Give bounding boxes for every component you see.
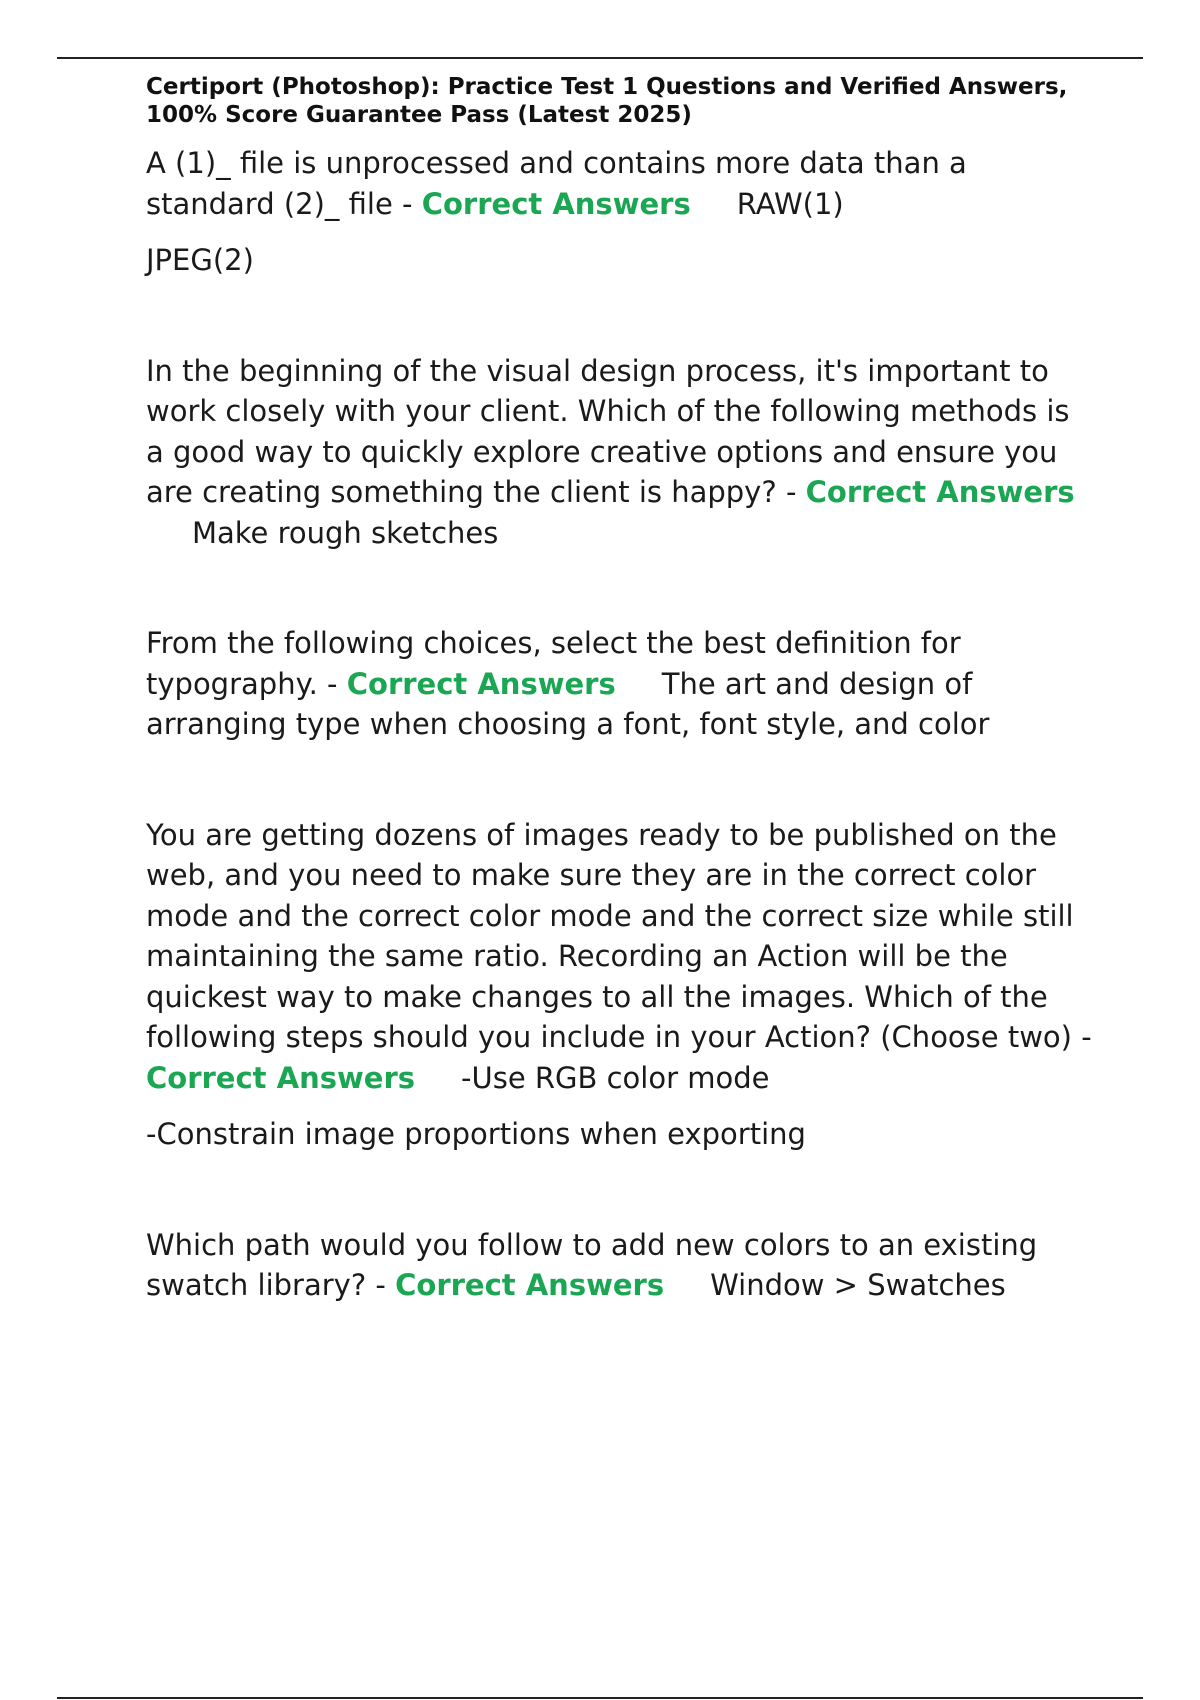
question-text: You are getting dozens of images ready to be published on the web, and you need to make sure they are in the correct color mode and the correct color mode and the correct size while still maintaining the same ratio. Recording an Action will be the quickest way to make changes to all the images. Which of the following steps should you include in your Action? (Choose two) -	[146, 817, 1092, 1054]
answer-text: RAW(1)	[736, 186, 844, 221]
top-rule	[57, 57, 1143, 59]
qa-question	[146, 143, 1096, 224]
qa-item	[146, 351, 1096, 554]
qa-question	[146, 1225, 1096, 1306]
question-text: A (1)_ file is unprocessed and contains more data than a standard (2)_ file -	[146, 146, 967, 221]
correct-answers-label: Correct Answers	[146, 1060, 416, 1095]
correct-answers-label: Correct Answers	[805, 475, 1075, 509]
document-body	[146, 73, 1096, 1306]
qa-item	[146, 623, 1096, 745]
answer-text: -Use RGB color mode	[461, 1060, 770, 1095]
answer-extra-line: -Constrain image proportions when exporting	[146, 1117, 806, 1151]
correct-answers-label: Correct Answers	[395, 1268, 665, 1302]
qa-question	[146, 623, 1096, 745]
qa-item	[146, 1225, 1096, 1306]
answer-extra-line: JPEG(2)	[146, 243, 254, 277]
question-text: In the beginning of the visual design process, it's important to work closely with your client. Which of the following methods is a good way to quickly explore creative options and ensure you are creating something the client is happy? -	[146, 353, 1070, 509]
qa-question	[146, 351, 1096, 554]
qa-question	[146, 815, 1096, 1099]
qa-item	[146, 815, 1096, 1155]
question-text: Which path would you follow to add new colors to an existing swatch library? -	[146, 1227, 1038, 1302]
correct-answers-label: Correct Answers	[421, 186, 691, 221]
answer-text: Window > Swatches	[710, 1268, 1006, 1302]
question-text: From the following choices, select the best definition for typography. -	[146, 626, 961, 701]
qa-item	[146, 143, 1096, 281]
correct-answers-label: Correct Answers	[346, 666, 616, 701]
answer-text: The art and design of arranging type when choosing a font, font style, and color	[146, 666, 990, 741]
document-title: Certiport (Photoshop): Practice Test 1 Questions and Verified Answers, 100% Score Guarantee Pass (Latest 2025)	[146, 74, 1068, 128]
answer-text: Make rough sketches	[192, 515, 499, 550]
bottom-rule	[57, 1697, 1143, 1699]
